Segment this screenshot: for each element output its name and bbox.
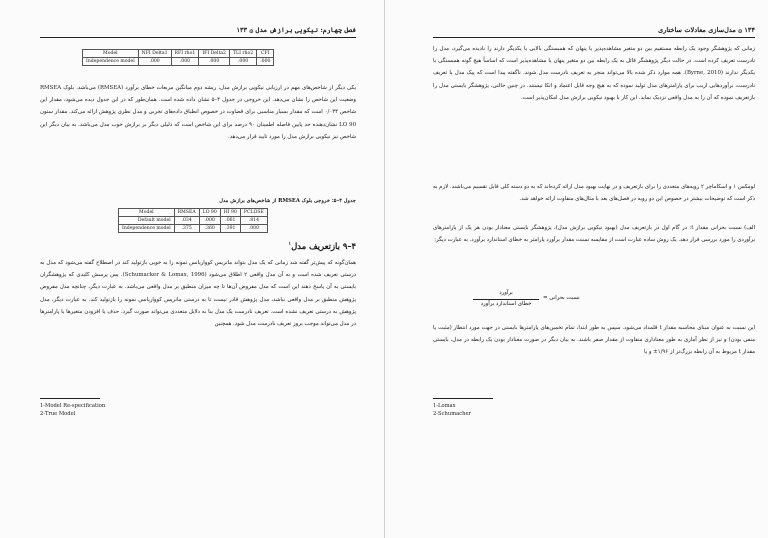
table-header-cell: Model bbox=[83, 50, 139, 58]
footnote-marker: ۱ bbox=[288, 241, 292, 248]
table-row bbox=[119, 225, 268, 233]
table-row bbox=[119, 217, 268, 225]
fraction-bar bbox=[473, 299, 539, 300]
formula-lhs: نسبت بحرانی = bbox=[543, 295, 580, 301]
table-header-cell: RMSEA bbox=[174, 209, 199, 217]
table-header-row bbox=[83, 50, 274, 58]
paragraph: زمانی که پژوهشگر وجود یک رابطه مستقیم بین دو متغیر مشاهده‌پذیر یا پنهان که همبستگی بالایی با یکدیگر دارند را نادیده می‌گیرد، مدل را نادرست تعریف کرده است. در حالت دیگر پژوهشگر قائل به یک رابطه بین دو متغیر پنهان یا مشاهده‌پذیر است که اساساً هیچ گونه همبستگی با یکدیگر ندارند (Byrne, 2010). همه موارد ذکر شده بالا می‌تواند منجر به تعریف نادرست مدل شوند. ناگفته پیدا است که پیک مدل با تعریف نادرست، برآوردهایی اریب برای پارامترهای مدل تولید نموده که به هیچ وجه قابل اعتماد و اتکا نیستند. در چنین حالتی، پژوهشگر بایستی مدل را بازتعریف نموده که آن را به مدل واقعی نزدیک نماید. این کار با بهبود نیکویی برازش مدل امکان‌پذیر است. bbox=[433, 46, 755, 101]
table-header-cell: RFI rho1 bbox=[171, 50, 199, 58]
footnote: 1-Model Re-specification bbox=[40, 403, 106, 409]
table-cell: Default model bbox=[119, 217, 175, 225]
table-cell: .360 bbox=[199, 225, 220, 233]
table-header-cell: HI 90 bbox=[220, 209, 240, 217]
paragraph: لومکس ۱ و اسکاماچر ۲ رویه‌های متعددی را برای بازتعریف و در نهایت بهبود مدل ارائه کرده‌اند که به دو دسته کلی قابل تقسیم می‌باشند. لازم به ذکر است که توضیحات بیشتر در خصوص این دو رویه در فصل‌های بعد با مثال‌های متفاوت ارائه خواهد شد. bbox=[433, 184, 755, 203]
left-page-header: فصل چهارم: نیکویی برازش مدل ۞ ۱۳۳ bbox=[236, 26, 356, 34]
paragraph: این نسبت به عنوان مبنای محاسبه مقدار t قلمداد می‌شود. سپس به طور ابتدا، تمام تخمین‌های پارامترها بایستی در جهت مورد انتظار (مثبت یا منفی بودن) و نیز از نظر آماری به طور معناداری متفاوت از مقدار صفر باشند. به بیان دیگر در صورت معنادار بودن یک رابطه در مدل، بایستی مقدار t مربوط به آن رابطه بزرگ‌تر از ۱/۹۶± و یا bbox=[433, 325, 755, 356]
table-header-cell: LO 90 bbox=[199, 209, 220, 217]
section-heading-text: ۴–۹ بازتعریف مدل bbox=[291, 241, 356, 251]
table-header-cell: IFI Delta2 bbox=[199, 50, 230, 58]
formula-numerator: برآورد bbox=[499, 290, 513, 296]
left-header-rule bbox=[40, 37, 356, 38]
footnote: 1-Lomax bbox=[433, 403, 456, 409]
table-cell: .391 bbox=[220, 225, 240, 233]
table-header-cell: NFI Delta1 bbox=[138, 50, 171, 58]
table-cell: .000 bbox=[138, 58, 171, 66]
table-cell: .000 bbox=[171, 58, 199, 66]
table-header-row bbox=[119, 209, 268, 217]
formula-denominator: خطای استاندارد برآورد bbox=[480, 301, 532, 307]
table-cell: .061 bbox=[220, 217, 240, 225]
critical-ratio-formula bbox=[473, 290, 613, 314]
table-cell: Independence model bbox=[119, 225, 175, 233]
table-header-cell: CFI bbox=[257, 50, 274, 58]
footnote: 2-Schumacher bbox=[433, 411, 472, 417]
table-header-cell: Model bbox=[119, 209, 175, 217]
table-cell: .375 bbox=[174, 225, 199, 233]
table-cell: .000 bbox=[229, 58, 256, 66]
table-row bbox=[83, 58, 274, 66]
right-page-header: ۱۳۴ ۞ مدل‌سازی معادلات ساختاری bbox=[658, 26, 755, 34]
table-cell: Independence model bbox=[83, 58, 139, 66]
table-cell: .000 bbox=[199, 58, 230, 66]
fit-index-table bbox=[82, 49, 274, 66]
rmsea-table bbox=[118, 208, 268, 233]
footnote: 2-True Model bbox=[40, 411, 76, 417]
table-cell: .000 bbox=[240, 225, 267, 233]
right-header-rule bbox=[433, 37, 755, 38]
table-cell: .034 bbox=[174, 217, 199, 225]
footnote-rule bbox=[40, 398, 100, 399]
table-cell: .814 bbox=[240, 217, 267, 225]
table-cell: .000 bbox=[199, 217, 220, 225]
right-page bbox=[385, 0, 768, 538]
section-heading bbox=[190, 241, 356, 251]
paragraph: یکی دیگر از شاخص‌های مهم در ارزیابی نیکویی برازش مدل، ریشه دوم میانگین مربعات خطای برآورد (RMSEA) می‌باشد. بلوک RMSEA وضعیت این شاخص را نشان می‌دهد. این خروجی در جدول ۴–۵ نشان داده شده است. همان‌طور که در این جدول دیده می‌شود، مقدار این شاخص ۰/۰۳۴ است که مقدار بسیار مناسبی برای قضاوت در خصوص انطباق داده‌های تجربی و مدل نظری پژوهش ارائه می‌کند. مقدار ستون LO 90 نشان‌دهنده حد پایین فاصله اطمینان ۹۰ درصد برای این شاخص است که دلیلی دیگر بر برازش خوب مدل می‌باشد. به بیان دیگر این شاخص نیز نیکویی برازش مدل را مورد تایید قرار می‌دهد. bbox=[40, 85, 357, 140]
footnote-rule bbox=[433, 398, 493, 399]
paragraph: الف) نسبت بحرانی مقدار t: در گام اول در بازتعریف مدل (بهبود نیکویی برازش مدل)، پژوهشگر بایستی معنادار بودن هر یک از پارامترهای برآوردی را مورد بررسی قرار دهد. یک روش ساده عبارت است از مقایسه نسبت مقدار برآورد پارامتر به خطای استاندارد برآورد. به عبارت دیگر: bbox=[433, 225, 755, 244]
table-header-cell: PCLOSE bbox=[240, 209, 267, 217]
table-header-cell: TLI rho2 bbox=[229, 50, 256, 58]
table-caption: جدول ۴–۵: خروجی بلوک RMSEA از شاخص‌های برازش مدل bbox=[219, 198, 356, 204]
table-cell: .000 bbox=[257, 58, 274, 66]
paragraph: همان‌گونه که پیش‌تر گفته شد زمانی که یک مدل بتواند ماتریس کوواریانس نمونه را به خوبی بازتولید کند در اصطلاح گفته می‌شود که مدل به درستی تعریف شده است و به آن مدل واقعی ۲ اطلاق می‌شود (Schumacker & Lomax, 1996). پس پرسش کلیدی که پژوهشگران بایستی به آن پاسخ دهند این است که مدل مفروض آن‌ها تا چه میزان منطبق بر مدل واقعی می‌باشد. به عبارت دیگر، چنانچه مدل مفروض پژوهش منطبق بر مدل واقعی نباشد، مدل پژوهش قادر نیست تا به درستی ماتریس کوواریانس نمونه را بازتولید کند. به عبارت دیگر، مدل پژوهش به درستی تعریف نشده است. تعریف نادرست یک مدل بنا به دلایل متعددی می‌تواند صورت گیرد. حذف یا افزودن متغیرها یا پارامترها در مدل می‌تواند موجب بروز تعریف نادرست مدل شود. همچنین bbox=[40, 260, 356, 328]
